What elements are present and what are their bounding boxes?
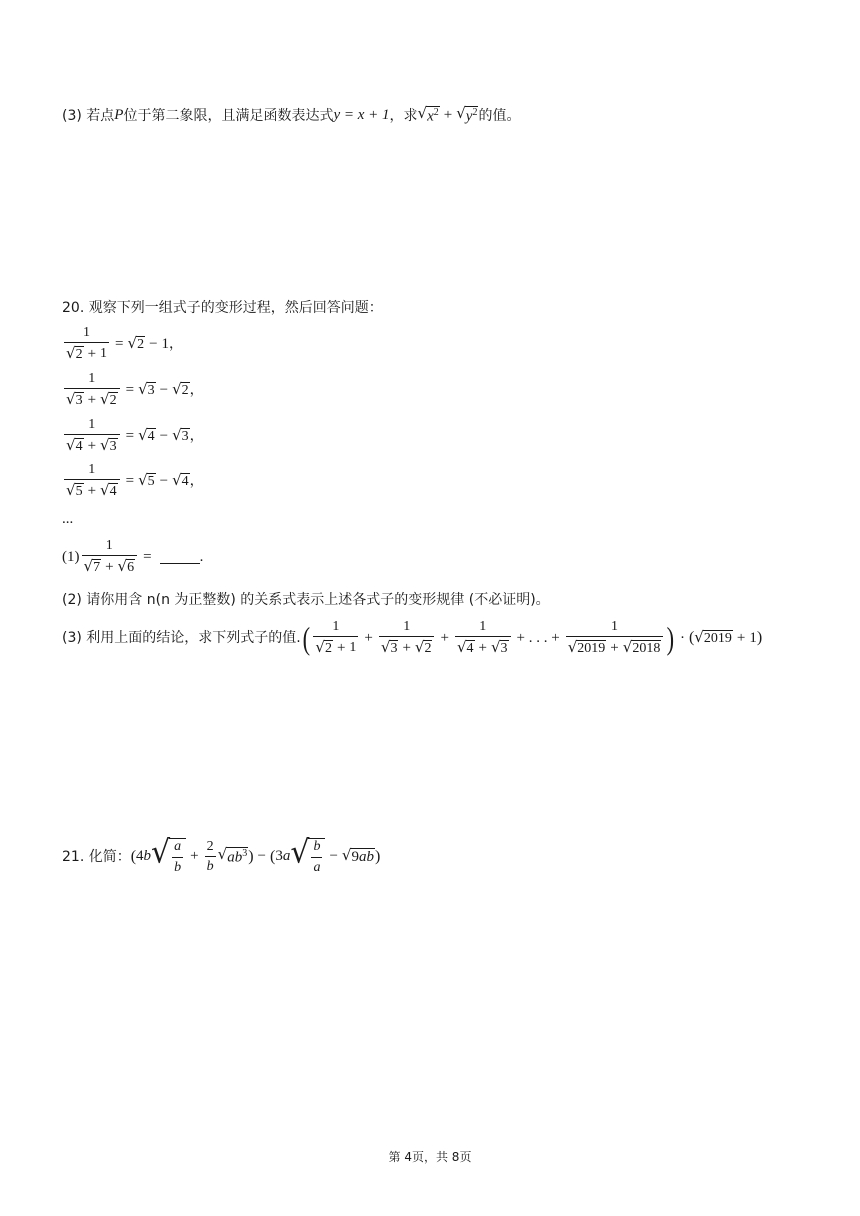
q20-3-mult: 2019 [703, 631, 732, 646]
question-20-stem: 20. 观察下列一组式子的变形过程，然后回答问题： [62, 300, 383, 316]
answer-blank [160, 551, 200, 564]
question-20-part-2: (2) 请你用含 n(n 为正整数) 的关系式表示上述各式子的变形规律 (不必证明)。 [62, 592, 550, 608]
example-fraction: 1 √ 4 + √ 3 [64, 418, 120, 455]
sqrt-x-squared: √ $x^2$ [417, 104, 439, 125]
q20-3-label: (3) 利用上面的结论，求下列式子的值. [62, 630, 301, 647]
q20-example-row: 1 √ 2 + 1 = √ 2 − 1 ， [66, 325, 184, 362]
question-19-part-3: (3) 若点 P 位于第二象限，且满足函数表达式 y = x + 1 ，求 √ $x^2$ + √ $y^2$ 的值。 [62, 104, 521, 125]
q20-1-den-b: 6 [127, 560, 135, 575]
function-expression: y = x + 1 [333, 107, 390, 124]
point-p: P [114, 107, 124, 124]
q20-1-label: (1) [62, 548, 80, 565]
q20-3-last-a: 2019 [577, 641, 606, 656]
q20-example-row: 1 √ 5 + √ 4 = √ 5 − √ 4 ， [66, 462, 204, 499]
q19-3-tail: 的值。 [478, 107, 521, 124]
sqrt-y-squared: √ $y^2$ [456, 104, 478, 125]
q19-3-prefix: (3) 若点 [62, 107, 115, 124]
example-fraction: 1 √ 2 + 1 [66, 325, 108, 362]
q20-example-row: 1 √ 4 + √ 3 = √ 4 − √ 3 ， [66, 417, 204, 454]
q20-ellipsis: ... [62, 511, 74, 527]
q20-1-den-a: 7 [93, 560, 101, 575]
page-footer: 第 4页，共 8页 [388, 1150, 472, 1164]
example-fraction: 1 √ 3 + √ 2 [64, 372, 120, 409]
q19-3-mid: 位于第二象限，且满足函数表达式 [123, 107, 334, 124]
q20-example-row: 1 √ 3 + √ 2 = √ 3 − √ 2 ， [66, 371, 204, 408]
example-fraction: 1 √ 5 + √ 4 [64, 463, 120, 500]
q20-1-fraction: 1 √ 7 + √ 6 [82, 539, 138, 576]
q21-stem: 21. 化简： [62, 848, 131, 865]
question-21: 21. 化简： ( 4 b √ $\frac{a}{b}$ + $\frac{2}{b}$ √ $ab^3$ ) − ( 3 a √ $\frac{b}{a}$ − √ 9ab ) [62, 833, 381, 875]
q19-3-ask: ，求 [389, 107, 418, 124]
q20-3-last-b: 2018 [632, 641, 661, 656]
question-20-part-1: (1) 1 √ 7 + √ 6 = . [62, 538, 204, 575]
question-20-part-3: (3) 利用上面的结论，求下列式子的值. ( 1 √ 2 + 1 + 1 √ 3 + √ 2 + 1 √ 4 + √ 3 + . . . + 1 √ 2019 + √ 2018 ) · ( √ 2019 + 1 ) [62, 619, 763, 657]
